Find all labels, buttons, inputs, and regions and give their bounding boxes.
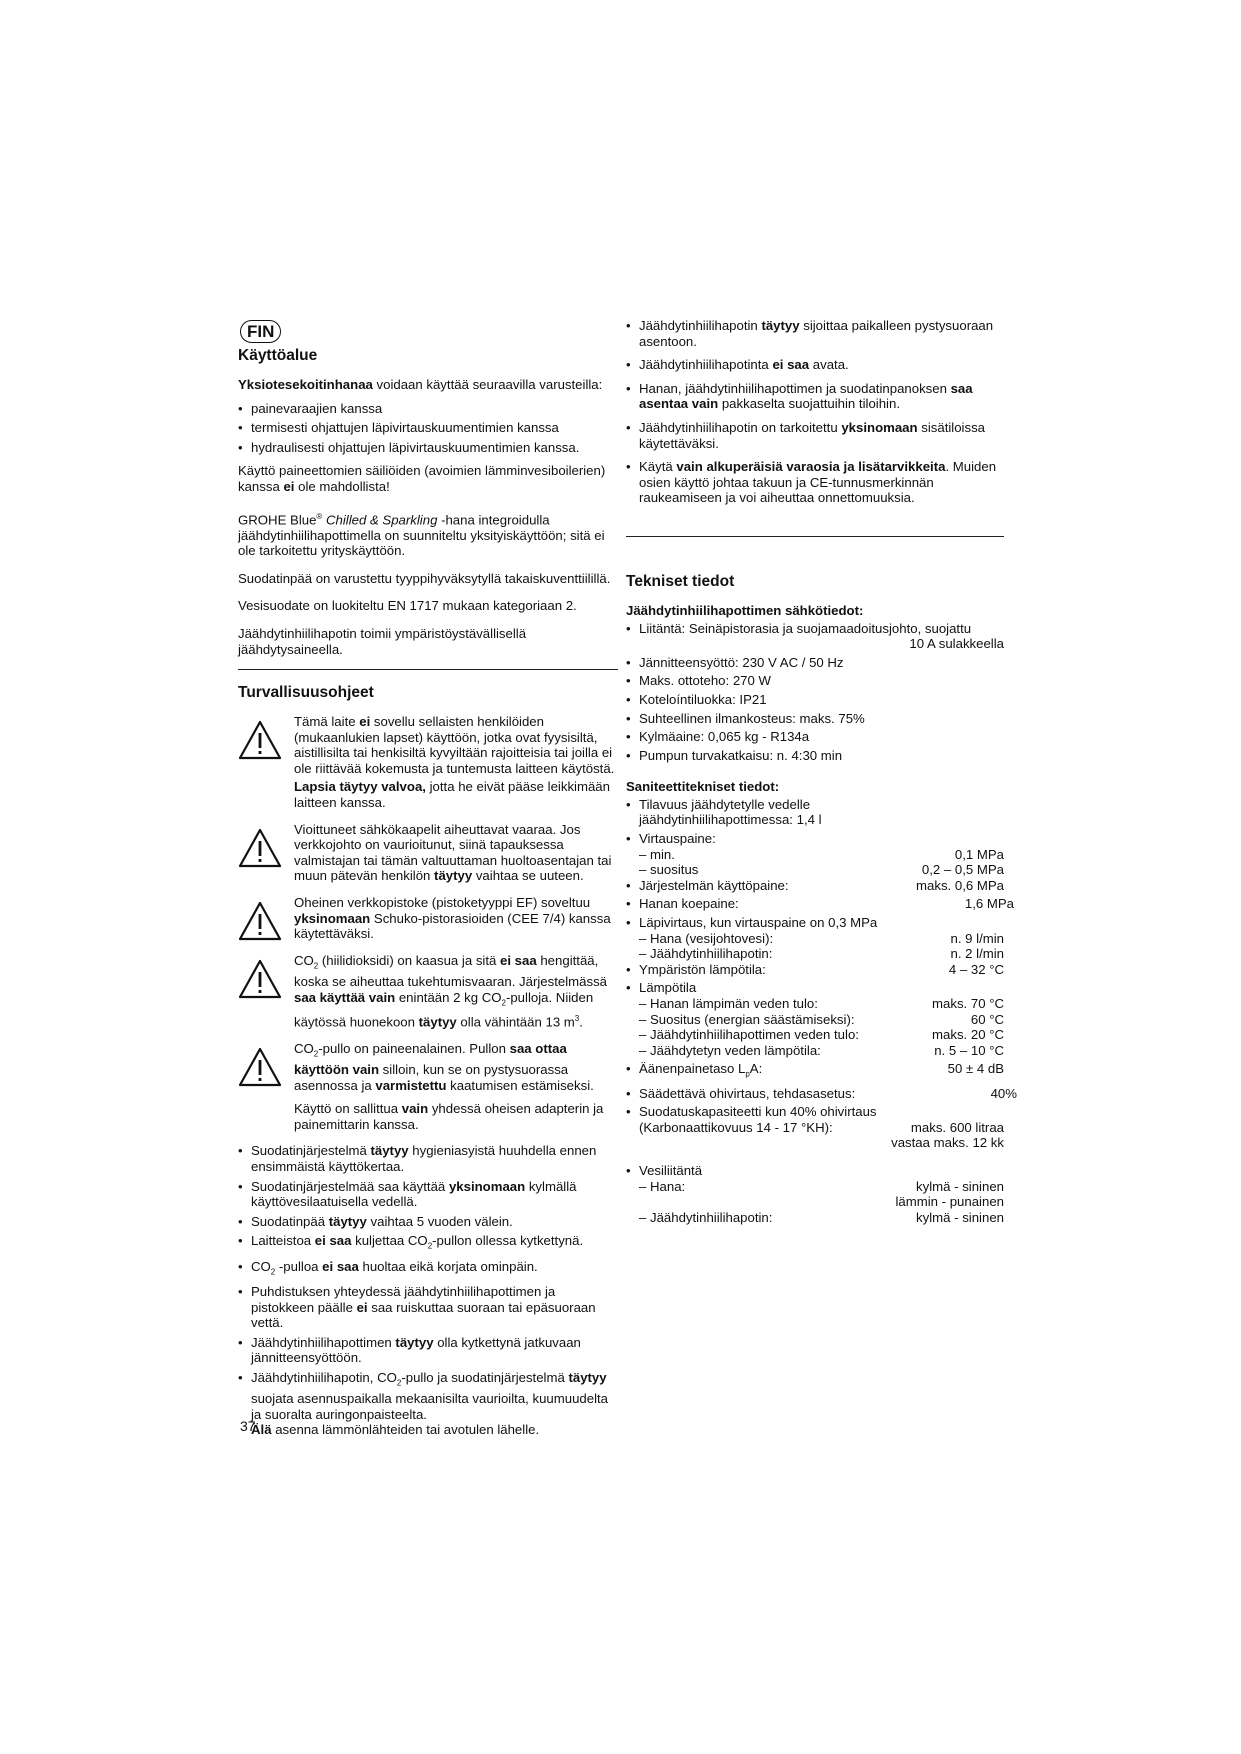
spec-row: • Äänenpainetaso $L_pA$: 50 ± 4 dB [626, 1061, 1004, 1082]
spec-row: – Hana (vesijohtovesi): n. 9 l/min [639, 930, 1004, 946]
spec-humidity: • Suhteellinen ilmankosteus: maks. 75% [626, 711, 1018, 727]
warning-text: Lapsia täytyy valvoa, jotta he eivät pääse leikkimään laitteen kanssa. [294, 779, 610, 811]
spec-voltage: • Jännitteensyöttö: 230 V AC / 50 Hz [626, 655, 1018, 671]
spec-row: – Hanan lämpimän veden tulo: maks. 70 °C [639, 996, 1004, 1011]
scope-note: Käyttö paineettomien säiliöiden (avoimien lämminvesiboilerien) kanssa ei ole mahdollista! [238, 463, 606, 494]
spec-water-connection: • Vesiliitäntä [626, 1163, 1018, 1179]
spec-row: • Ympäristön lämpötila: 4 – 32 °C [626, 962, 1004, 978]
spec-flow-pressure: • Virtauspaine: [626, 831, 1018, 847]
spec-power: • Maks. ottoteho: 270 W [626, 673, 1018, 689]
tech-heading: Tekniset tiedot [626, 572, 735, 590]
warning-block-3 [238, 895, 618, 945]
scope-heading: Käyttöalue [238, 347, 318, 364]
safety-list-continued [626, 318, 1018, 506]
section-divider [626, 536, 1004, 537]
spec-row: • Hanan koepaine: 1,6 MPa [626, 896, 1014, 912]
list-item: • hydraulisesti ohjattujen läpivirtauskuumentimien kanssa. [238, 440, 618, 456]
spec-temperature: • Lämpötila [626, 980, 1018, 996]
spec-filter: • Suodatuskapasiteetti kun 40% ohivirtaus [626, 1104, 1018, 1120]
list-item: • Käytä vain alkuperäisiä varaosia ja lisätarvikkeita. Muiden osien käyttö johtaa takuun ja CE-tunnusmerkinnän raukeamiseen ja voi aiheuttaa onnettomuuksia. [626, 459, 1018, 506]
filter-head-para: Suodatinpää on varustettu tyyppihyväksytyllä takaiskuventtiilillä. [238, 570, 611, 586]
warning-text: Käyttö on sallittua vain yhdessä oheisen adapterin ja painemittarin kanssa. [294, 1101, 604, 1132]
safety-heading: Turvallisuusohjeet [238, 684, 374, 702]
scope-uses-list [238, 401, 618, 456]
list-item: • Jäähdytinhiilihapotin täytyy sijoittaa paikalleen pystysuoraan asentoon. [626, 318, 1018, 349]
section-divider [238, 669, 618, 670]
spec-row: – Suositus (energian säästämiseksi): 60 °C [639, 1011, 1004, 1027]
spec-row: vastaa maks. 12 kk [891, 1135, 1004, 1151]
list-item: • termisesti ohjattujen läpivirtauskuumentimien kanssa [238, 420, 618, 436]
warning-text: Tämä laite ei sovellu sellaisten henkilöiden (mukaanlukien lapset) käyttöön, jotka ovat fyysisiltä, aistillisilta tai henkisiltä kyvyiltään rajoitteisia tai joilla ei ole riittävää kokemusta ja tuntemusta laitteen käytöstä. [294, 714, 615, 776]
spec-volume: • Tilavuus jäähdytetylle vedelle jäähdytinhiilihapottimessa: 1,4 l [626, 797, 849, 828]
warning-triangle-icon [238, 828, 282, 868]
warning-text: $CO_2$ (hiilidioksidi) on kaasua ja sitä ei saa hengittää, koska se aiheuttaa tukehtumisvaaran. Järjestelmässä saa käyttää vain enintään 2 kg $CO_2$-pulloja. Niiden käytössä huonekoon täytyy olla vähintään 13 $m^3$. [294, 952, 607, 1030]
language-badge: FIN [238, 320, 618, 343]
right-column [626, 318, 1018, 1225]
spec-row: – Hana: kylmä - sininen [639, 1178, 1004, 1194]
electrical-subheading: Jäähdytinhiilihapottimen sähkötiedot: [626, 602, 864, 618]
spec-row: (Karbonaattikovuus 14 - 17 °KH): maks. 600 litraa [639, 1119, 1004, 1135]
warning-triangle-icon [238, 901, 282, 941]
list-item: • Suodatinjärjestelmä täytyy hygieniasyistä huuhdella ennen ensimmäistä käyttökertaa. [238, 1143, 618, 1174]
list-item: • Jäähdytinhiilihapotin on tarkoitettu yksinomaan sisätiloissa käytettäväksi. [626, 420, 1018, 451]
spec-row: – suositus 0,2 – 0,5 MPa [639, 862, 1004, 878]
list-item: • painevaraajien kanssa [238, 401, 618, 417]
list-item: • $CO_2$ -pulloa ei saa huoltaa eikä korjata ominpäin. [238, 1259, 618, 1280]
spec-enclosure: • Koteloíntiluokka: IP21 [626, 692, 1018, 708]
warning-text: $CO_2$-pullo on paineenalainen. Pullon saa ottaa käyttöön vain silloin, kun se on pystysuorassa asennossa ja varmistettu kaatumisen estämiseksi. [294, 1040, 594, 1093]
spec-row: – Jäähdytinhiilihapotin: kylmä - sininen [639, 1209, 1004, 1225]
list-item: • Hanan, jäähdytinhiilihapottimen ja suodatinpanoksen saa asentaa vain pakkaselta suojattuihin tiloihin. [626, 381, 1018, 412]
safety-list [238, 1143, 618, 1437]
list-item: • Suodatinjärjestelmää saa käyttää yksinomaan kylmällä käyttövesilaatuisella vedellä. [238, 1179, 618, 1210]
spec-row: – Jäähdytinhiilihapotin: n. 2 l/min [639, 946, 1004, 962]
warning-block-5 [238, 1041, 618, 1136]
spec-row: • Säädettävä ohivirtaus, tehdasasetus: 40% [626, 1086, 1017, 1102]
filter-class-para: Vesisuodate on luokiteltu EN 1717 mukaan kategoriaan 2. [238, 598, 577, 614]
sanitary-subheading: Saniteettitekniset tiedot: [626, 779, 780, 795]
spec-row: – Jäähdytinhiilihapottimen veden tulo: maks. 20 °C [639, 1027, 1004, 1043]
list-item: • Suodatinpää täytyy vaihtaa 5 vuoden välein. [238, 1214, 618, 1230]
refrigerant-para: Jäähdytinhiilihapotin toimii ympäristöystävällisellä jäähdytysaineella. [238, 625, 527, 657]
spec-refrigerant: • Kylmäaine: 0,065 kg - R134a [626, 729, 1018, 745]
scope-intro: Yksiotesekoitinhanaa voidaan käyttää seuraavilla varusteilla: [238, 377, 603, 392]
warning-triangle-icon [238, 720, 282, 760]
warning-block-1 [238, 714, 618, 814]
warning-block-4 [238, 953, 618, 1033]
spec-flow: • Läpivirtaus, kun virtauspaine on 0,3 MPa [626, 915, 1018, 931]
left-column [238, 320, 618, 1446]
spec-connection: • Liitäntä: Seinäpistorasia ja suojamaadoitusjohto, suojattu [626, 621, 1018, 637]
warning-triangle-icon [238, 959, 282, 999]
list-item: • Jäähdytinhiilihapotin, $CO_2$-pullo ja suodatinjärjestelmä täytyy suojata asennuspaikalla mekaanisilta vaurioilta, kuumuudelta ja suoralta auringonpaisteelta. Älä asenna lämmönlähteiden tai avotulen lähelle. [238, 1370, 618, 1438]
spec-row: – Jäähdytetyn veden lämpötila: n. 5 – 10 °C [639, 1042, 1004, 1058]
list-item: • Jäähdytinhiilihapottimen täytyy olla kytkettynä jatkuvaan jännitteensyöttöön. [238, 1335, 618, 1366]
warning-text: Oheinen verkkopistoke (pistoketyyppi EF) soveltuu yksinomaan Schuko-pistorasioiden (CEE 7/4) kanssa käytettäväksi. [294, 895, 611, 942]
list-item: • Laitteistoa ei saa kuljettaa $CO_2$-pullon ollessa kytkettynä. [238, 1233, 618, 1254]
product-description: GROHE Blue® Chilled & Sparkling -hana integroidulla jäähdytinhiilihapottimella on suunniteltu yksityiskäyttöön; sitä ei ole tarkoitettu yrityskäyttöön. [238, 511, 605, 559]
list-item: • Jäähdytinhiilihapotinta ei saa avata. [626, 357, 1018, 373]
spec-row: – min. 0,1 MPa [639, 846, 1004, 862]
spec-connection-cont: 10 A sulakkeella [909, 636, 1004, 652]
warning-triangle-icon [238, 1047, 282, 1087]
warning-text: Vioittuneet sähkökaapelit aiheuttavat vaaraa. Jos verkkojohto on vaurioitunut, siinä tapauksessa valmistajan tai tämän valtuuttaman huoltoasentajan tai muun pätevän henkilön täytyy vaihtaa se uuteen. [294, 821, 612, 884]
spec-row: • Järjestelmän käyttöpaine: maks. 0,6 MPa [626, 878, 1004, 894]
list-item: • Puhdistuksen yhteydessä jäähdytinhiilihapottimen ja pistokkeen päälle ei saa ruiskuttaa suoraan tai epäsuoraan vettä. [238, 1284, 618, 1331]
spec-pump: • Pumpun turvakatkaisu: n. 4:30 min [626, 748, 1018, 764]
spec-row: lämmin - punainen [895, 1194, 1004, 1210]
page-number: 37 [240, 1418, 256, 1434]
warning-block-2 [238, 822, 618, 887]
